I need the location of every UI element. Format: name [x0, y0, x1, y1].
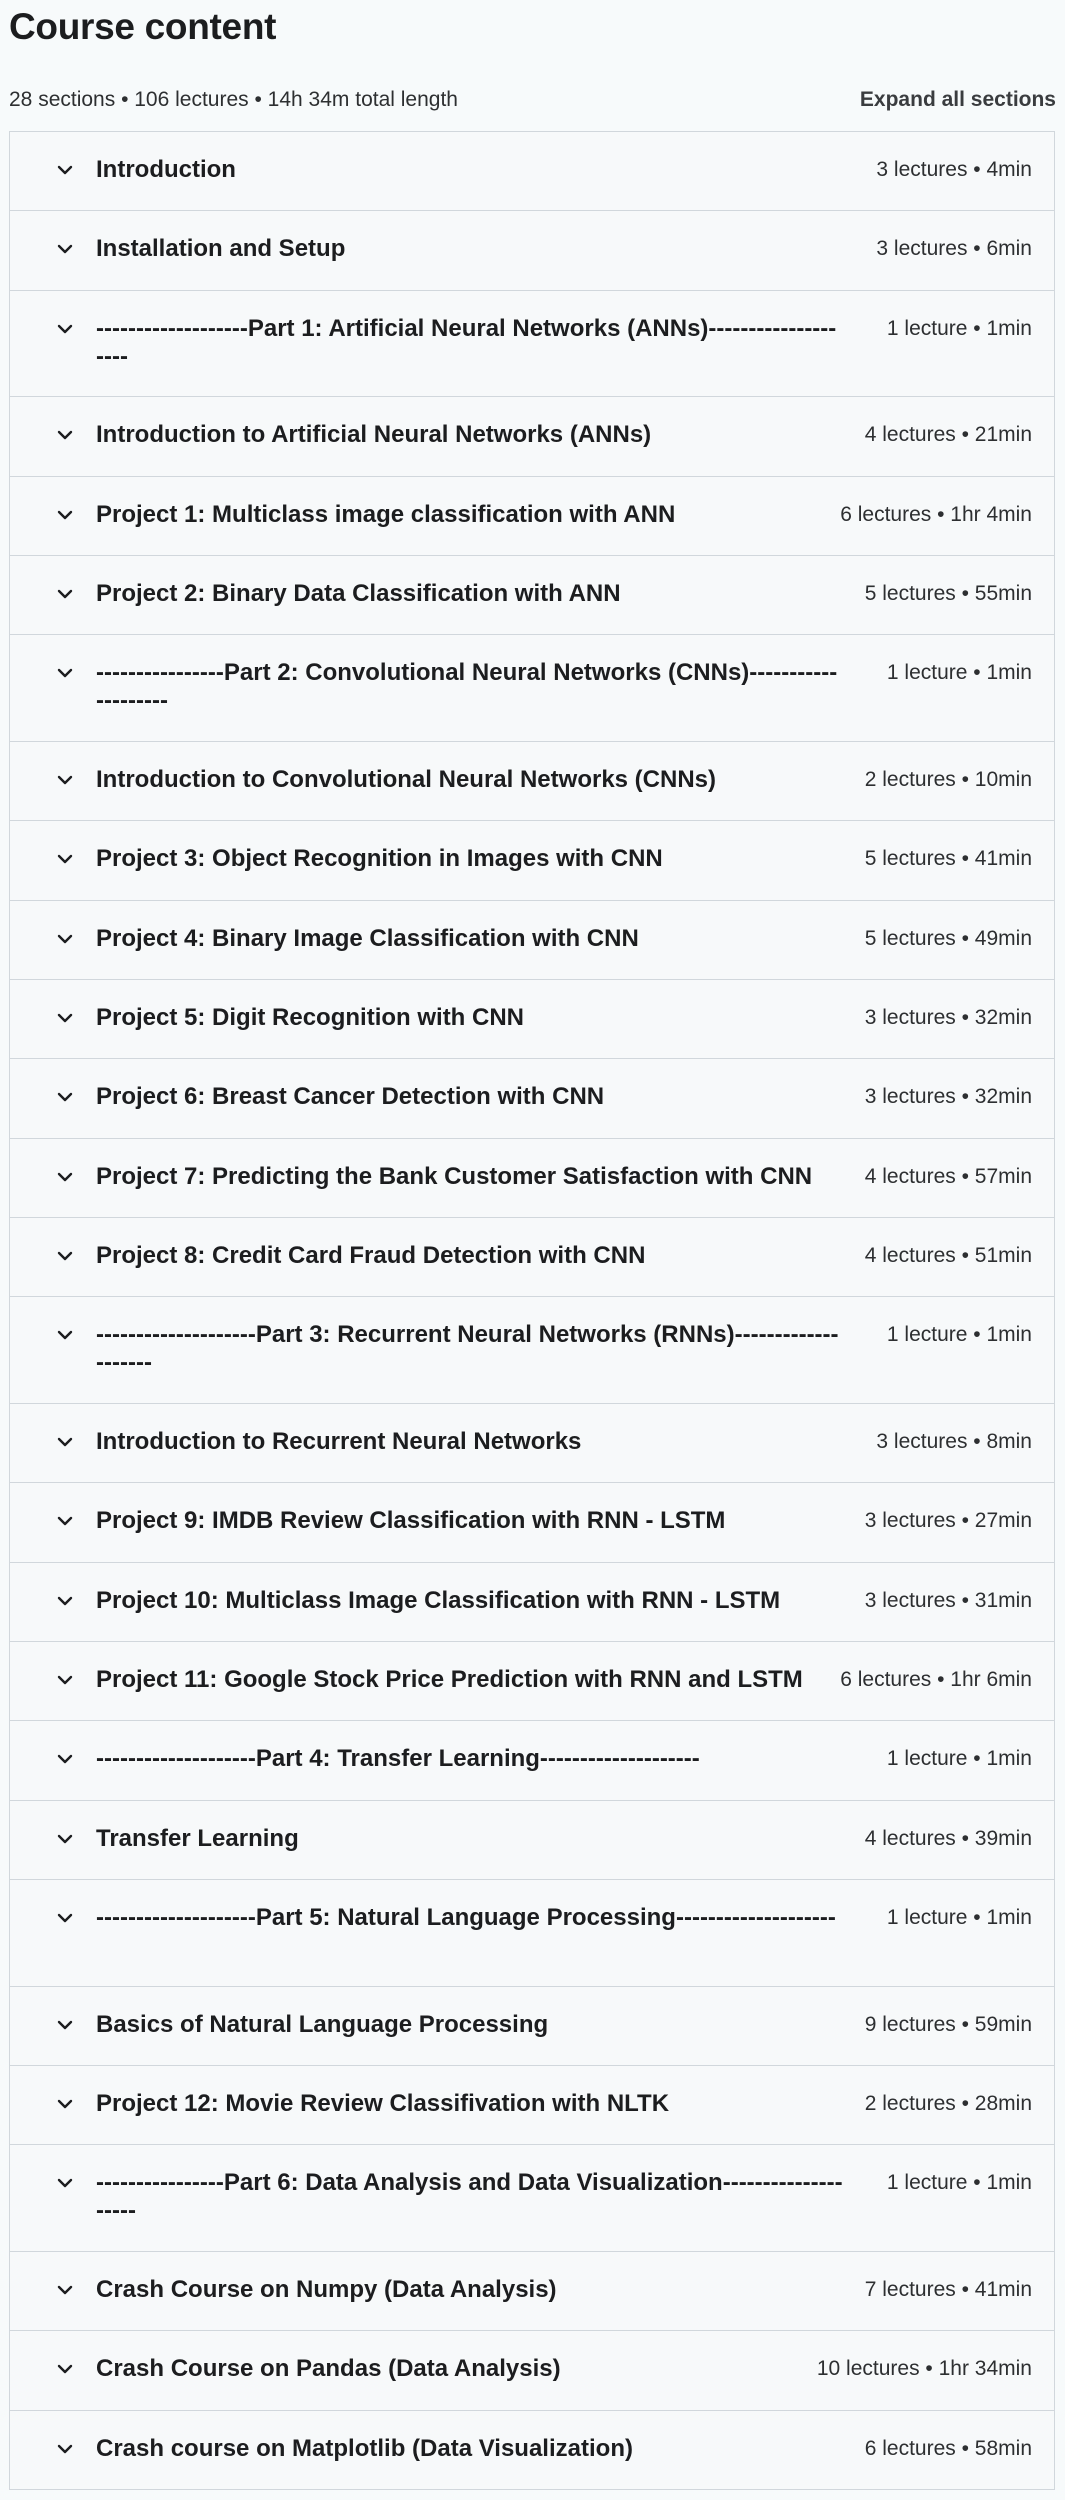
chevron-down-icon [54, 318, 76, 340]
section-row[interactable] [10, 1801, 1054, 1880]
section-row[interactable] [10, 1404, 1054, 1483]
section-row[interactable] [10, 291, 1054, 397]
section-meta: 4 lectures • 21min [864, 423, 1032, 447]
section-meta: 1 lecture • 1min [886, 661, 1032, 685]
section-row[interactable] [10, 1218, 1054, 1297]
section-meta: 2 lectures • 10min [864, 767, 1032, 791]
section-meta: 3 lectures • 6min [876, 237, 1032, 261]
chevron-down-icon [54, 1828, 76, 1850]
section-row[interactable] [10, 211, 1054, 290]
section-meta: 3 lectures • 27min [864, 1509, 1032, 1533]
chevron-down-icon [54, 1590, 76, 1612]
chevron-down-icon [54, 2172, 76, 2194]
section-row[interactable] [10, 2331, 1054, 2410]
section-title: Transfer Learning [96, 1824, 299, 1852]
section-row[interactable] [10, 397, 1054, 476]
section-meta: 1 lecture • 1min [886, 1747, 1032, 1771]
section-title: Installation and Setup [96, 235, 346, 263]
section-meta: 1 lecture • 1min [886, 2171, 1032, 2195]
section-row[interactable] [10, 742, 1054, 821]
section-title: Basics of Natural Language Processing [96, 2010, 549, 2038]
chevron-down-icon [54, 1748, 76, 1770]
chevron-down-icon [54, 1907, 76, 1929]
chevron-down-icon [54, 769, 76, 791]
section-row[interactable] [10, 477, 1054, 556]
section-title: Project 9: IMDB Review Classification with RNN - LSTM [96, 1507, 726, 1535]
chevron-down-icon [54, 662, 76, 684]
chevron-down-icon [54, 2093, 76, 2115]
chevron-down-icon [54, 2279, 76, 2301]
section-title: Crash Course on Pandas (Data Analysis) [96, 2355, 561, 2383]
section-list [9, 131, 1055, 2490]
section-meta: 9 lectures • 59min [864, 2012, 1032, 2036]
section-title: Project 6: Breast Cancer Detection with CNN [96, 1083, 605, 1111]
section-meta: 7 lectures • 41min [864, 2277, 1032, 2301]
section-row[interactable] [10, 635, 1054, 741]
section-row[interactable] [10, 1880, 1054, 1986]
section-row[interactable] [10, 1987, 1054, 2066]
chevron-down-icon [54, 583, 76, 605]
chevron-down-icon [54, 1324, 76, 1346]
chevron-down-icon [54, 159, 76, 181]
section-meta: 4 lectures • 51min [864, 1244, 1032, 1268]
section-title: Crash Course on Numpy (Data Analysis) [96, 2275, 557, 2303]
section-meta: 3 lectures • 4min [876, 158, 1032, 181]
section-meta: 6 lectures • 1hr 4min [840, 502, 1032, 526]
section-meta: 6 lectures • 58min [864, 2436, 1032, 2460]
section-row[interactable] [10, 1297, 1054, 1403]
section-meta: 5 lectures • 49min [864, 926, 1032, 950]
section-title: Project 12: Movie Review Classifivation with NLTK [96, 2089, 670, 2117]
section-row[interactable] [10, 980, 1054, 1059]
section-row[interactable] [10, 1563, 1054, 1642]
section-row[interactable] [10, 2411, 1054, 2490]
section-title: Crash course on Matplotlib (Data Visualization) [96, 2434, 633, 2462]
section-title: Introduction [96, 156, 236, 183]
section-row[interactable] [10, 821, 1054, 900]
chevron-down-icon [54, 1166, 76, 1188]
section-title: Project 8: Credit Card Fraud Detection with CNN [96, 1242, 646, 1270]
section-title: Introduction to Artificial Neural Networks (ANNs) [96, 421, 652, 449]
chevron-down-icon [54, 424, 76, 446]
summary-row [9, 85, 1056, 115]
chevron-down-icon [54, 504, 76, 526]
section-title: -------------------Part 1: Artificial Neural Networks (ANNs)-------------------- [96, 314, 837, 370]
chevron-down-icon [54, 2438, 76, 2460]
section-row[interactable] [10, 1139, 1054, 1218]
section-meta: 5 lectures • 41min [864, 847, 1032, 871]
section-meta: 5 lectures • 55min [864, 581, 1032, 605]
section-row[interactable] [10, 901, 1054, 980]
chevron-down-icon [54, 1431, 76, 1453]
section-meta: 3 lectures • 31min [864, 1588, 1032, 1612]
section-row[interactable] [10, 132, 1054, 211]
chevron-down-icon [54, 238, 76, 260]
section-title: ----------------Part 6: Data Analysis and Data Visualization-------------------- [96, 2169, 843, 2225]
section-meta: 2 lectures • 28min [864, 2091, 1032, 2115]
section-title: Project 10: Multiclass Image Classification with RNN - LSTM [96, 1586, 781, 1614]
section-row[interactable] [10, 2066, 1054, 2145]
section-title: Project 5: Digit Recognition with CNN [96, 1003, 525, 1031]
section-meta: 6 lectures • 1hr 6min [840, 1668, 1032, 1692]
section-title: --------------------Part 5: Natural Language Processing-------------------- [96, 1904, 836, 1932]
section-meta: 3 lectures • 8min [876, 1429, 1032, 1453]
course-summary: 28 sections • 106 lectures • 14h 34m total length [9, 88, 458, 111]
section-meta: 10 lectures • 1hr 34min [816, 2357, 1032, 2381]
section-title: --------------------Part 4: Transfer Learning-------------------- [96, 1745, 700, 1773]
section-meta: 1 lecture • 1min [886, 1906, 1032, 1930]
chevron-down-icon [54, 2014, 76, 2036]
chevron-down-icon [54, 1007, 76, 1029]
chevron-down-icon [54, 1245, 76, 1267]
section-meta: 3 lectures • 32min [864, 1085, 1032, 1109]
section-row[interactable] [10, 1642, 1054, 1721]
section-meta: 4 lectures • 57min [864, 1164, 1032, 1188]
section-row[interactable] [10, 1721, 1054, 1800]
section-title: Project 3: Object Recognition in Images with CNN [96, 845, 663, 873]
section-row[interactable] [10, 556, 1054, 635]
chevron-down-icon [54, 928, 76, 950]
section-title: ----------------Part 2: Convolutional Neural Networks (CNNs)-------------------- [96, 659, 838, 715]
section-row[interactable] [10, 2252, 1054, 2331]
section-title: Introduction to Convolutional Neural Networks (CNNs) [96, 765, 717, 793]
section-row[interactable] [10, 1483, 1054, 1562]
chevron-down-icon [54, 1510, 76, 1532]
expand-all-sections-button[interactable]: Expand all sections [859, 88, 1056, 111]
section-row[interactable] [10, 2145, 1054, 2251]
page-title: Course content [9, 6, 277, 47]
section-title: Project 2: Binary Data Classification with ANN [96, 579, 621, 607]
section-meta: 1 lecture • 1min [886, 316, 1032, 340]
chevron-down-icon [54, 848, 76, 870]
section-title: --------------------Part 3: Recurrent Neural Networks (RNNs)-------------------- [96, 1321, 839, 1377]
section-row[interactable] [10, 1059, 1054, 1138]
section-meta: 1 lecture • 1min [886, 1323, 1032, 1347]
chevron-down-icon [54, 2358, 76, 2380]
section-title: Project 4: Binary Image Classification with CNN [96, 924, 639, 952]
section-title: Project 7: Predicting the Bank Customer Satisfaction with CNN [96, 1162, 813, 1190]
chevron-down-icon [54, 1669, 76, 1691]
section-meta: 4 lectures • 39min [864, 1826, 1032, 1850]
section-meta: 3 lectures • 32min [864, 1005, 1032, 1029]
section-title: Introduction to Recurrent Neural Networks [96, 1427, 582, 1455]
chevron-down-icon [54, 1086, 76, 1108]
section-title: Project 1: Multiclass image classification with ANN [96, 500, 676, 528]
section-title: Project 11: Google Stock Price Prediction with RNN and LSTM [96, 1666, 803, 1694]
